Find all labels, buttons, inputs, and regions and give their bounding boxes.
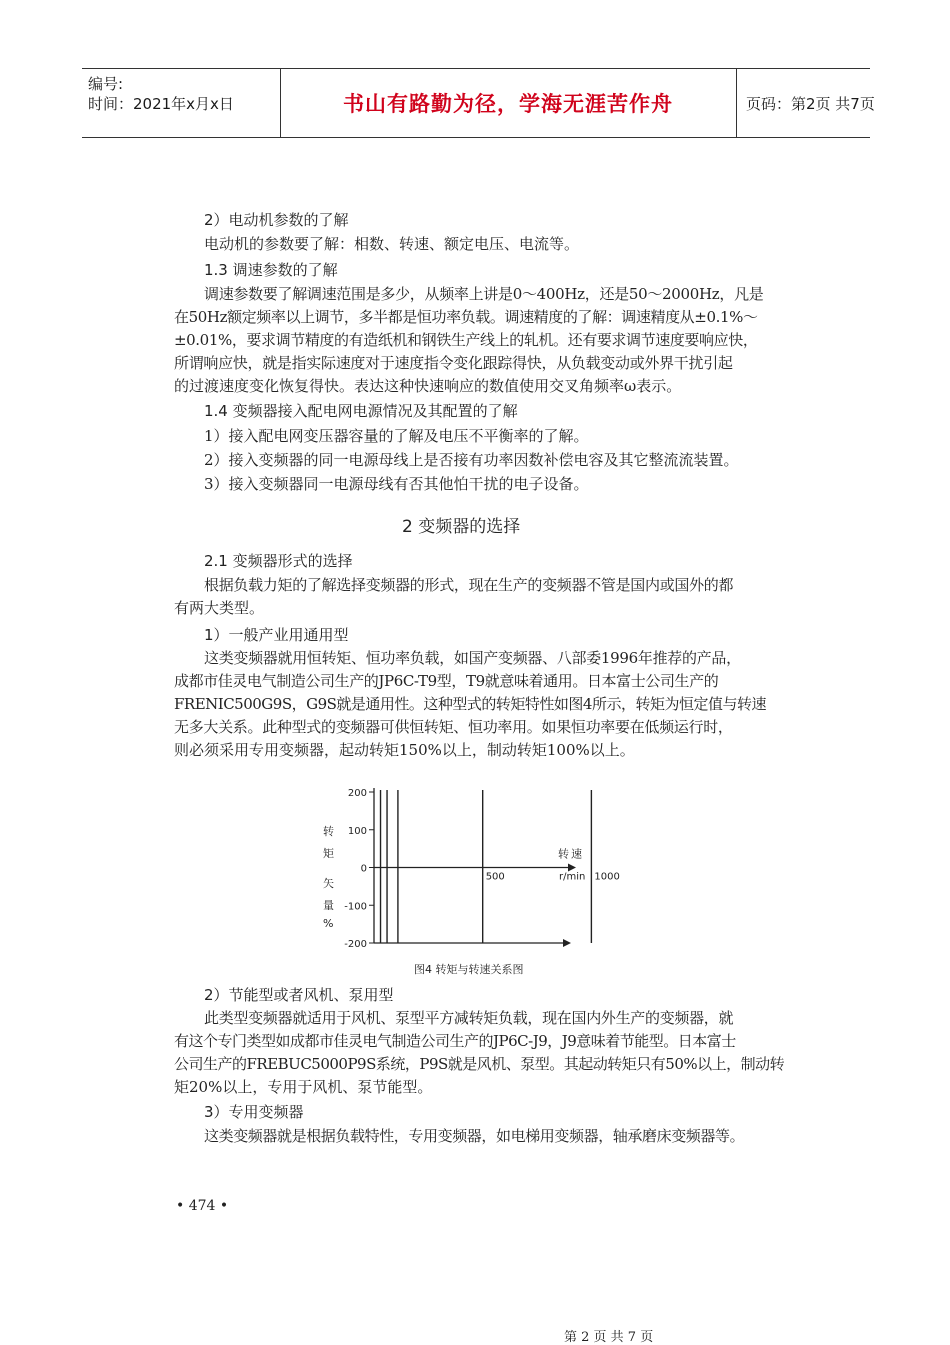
number-label: 编号:	[88, 75, 124, 93]
section-1-4-heading: 1.4 变频器接入配电网电源情况及其配置的了解	[204, 402, 518, 420]
section-2-1-heading: 2.1 变频器形式的选择	[204, 552, 353, 570]
y-axis-label-char: 矢	[323, 877, 334, 890]
type-1-heading: 1）一般产业用通用型	[204, 626, 349, 644]
y-axis-label-char: %	[323, 917, 334, 930]
header-motto-cell	[280, 69, 737, 137]
section-1-4-item-1: 1）接入配电网变压器容量的了解及电压不平衡率的了解。	[204, 427, 589, 445]
page-header	[82, 68, 875, 138]
page-info: 页码：第2页 共7页	[746, 94, 875, 113]
chart-title: 图4 转矩与转速关系图	[414, 963, 524, 976]
bottom-page-note: 第 2 页 共 7 页	[564, 1330, 654, 1345]
y-axis-label-char: 矩	[323, 847, 334, 860]
section-1-3-line-1: 调速参数要了解调速范围是多少，从频率上讲是0～400Hz，还是50～2000Hz，凡是	[204, 285, 764, 303]
y-tick-label: 100	[347, 825, 367, 837]
type-2-line-3: 公司生产的FREBUC5000P9S系统，P9S就是风机、泵型。其起动转矩只有50%以上，制动转	[174, 1055, 785, 1073]
header-page-cell	[736, 69, 875, 137]
x-axis-label: 转速	[558, 847, 584, 861]
type-1-line-2: 成都市佳灵电气制造公司生产的JP6C-T9型，T9就意味着通用。日本富士公司生产的	[174, 672, 719, 690]
y-tick-label: -100	[344, 901, 367, 913]
y-tick-label: 200	[347, 788, 367, 799]
y-axis-label-char: 转	[323, 825, 334, 838]
x-axis-arrow	[568, 864, 576, 872]
type-2-heading: 2）节能型或者风机、泵用型	[204, 986, 394, 1004]
y-tick-label: 0	[360, 863, 367, 875]
type-1-line-4: 无多大关系。此种型式的变频器可供恒转矩、恒功率用。如果恒功率要在低频运行时，	[174, 718, 733, 736]
printed-page-number: • 474 •	[176, 1198, 229, 1214]
type-1-line-5: 则必须采用专用变频器，起动转矩150%以上，制动转矩100%以上。	[174, 741, 635, 759]
type-2-line-2: 有这个专门类型如成都市佳灵电气制造公司生产的JP6C-J9，J9意味着节能型。日本富士	[174, 1032, 736, 1050]
section-1-3-line-2: 在50Hz额定频率以上调节，多半都是恒功率负载。调速精度的了解：调速精度从±0.1%～	[174, 308, 758, 326]
section-1-3-line-4: 所谓响应快，就是指实际速度对于速度指令变化跟踪得快，从负载变动或外界干扰引起	[174, 354, 733, 372]
section-1-4-item-2: 2）接入变频器的同一电源母线上是否接有功率因数补偿电容及其它整流流装置。	[204, 451, 739, 469]
type-3-line-1: 这类变频器就是根据负载特性，专用变频器，如电梯用变频器，轴承磨床变频器等。	[204, 1127, 745, 1145]
time-label: 时间：2021年x月x日	[88, 95, 234, 113]
type-3-heading: 3）专用变频器	[204, 1103, 304, 1121]
motor-params-heading: 2）电动机参数的了解	[204, 211, 349, 229]
motto-text: 书山有路勤为径，学海无涯苦作舟	[343, 92, 673, 116]
section-1-3-line-3: ±0.01%，要求调节精度的有造纸机和钢铁生产线上的轧机。还有要求调节速度要响应快，	[174, 331, 758, 349]
torque-speed-chart	[318, 775, 658, 985]
section-2-1-line-2: 有两大类型。	[174, 599, 265, 617]
header-meta-cell	[82, 69, 281, 137]
section-2-1-line-1: 根据负载力矩的了解选择变频器的形式，现在生产的变频器不管是国内或国外的都	[204, 576, 734, 594]
section-2-title: 2 变频器的选择	[402, 517, 521, 537]
section-1-3-line-5: 的过渡速度变化恢复得快。表达这种快速响应的数值使用交叉角频率ω表示。	[174, 377, 682, 395]
motor-params-text: 电动机的参数要了解：相数、转速、额定电压、电流等。	[204, 235, 580, 253]
type-1-line-3: FRENIC500G9S，G9S就是通用性。这种型式的转矩特性如图4所示，转矩为恒定值与转速	[174, 695, 766, 713]
bottom-arrow	[563, 939, 571, 947]
type-1-line-1: 这类变频器就用恒转矩、恒功率负载，如国产变频器、八部委1996年推荐的产品，	[204, 649, 741, 667]
section-1-3-heading: 1.3 调速参数的了解	[204, 261, 338, 279]
y-tick-label: -200	[344, 939, 367, 950]
type-2-line-1: 此类型变频器就适用于风机、泵型平方减转矩负载，现在国内外生产的变频器，就	[204, 1009, 734, 1027]
y-axis-label-char: 量	[323, 899, 334, 912]
x-tick-label: 1000	[594, 871, 620, 883]
x-tick-label: 500	[485, 871, 505, 883]
x-axis-unit-label: r/min	[559, 871, 586, 883]
type-2-line-4: 矩20%以上，专用于风机、泵节能型。	[174, 1078, 433, 1096]
section-1-4-item-3: 3）接入变频器同一电源母线有否其他怕干扰的电子设备。	[204, 475, 589, 493]
